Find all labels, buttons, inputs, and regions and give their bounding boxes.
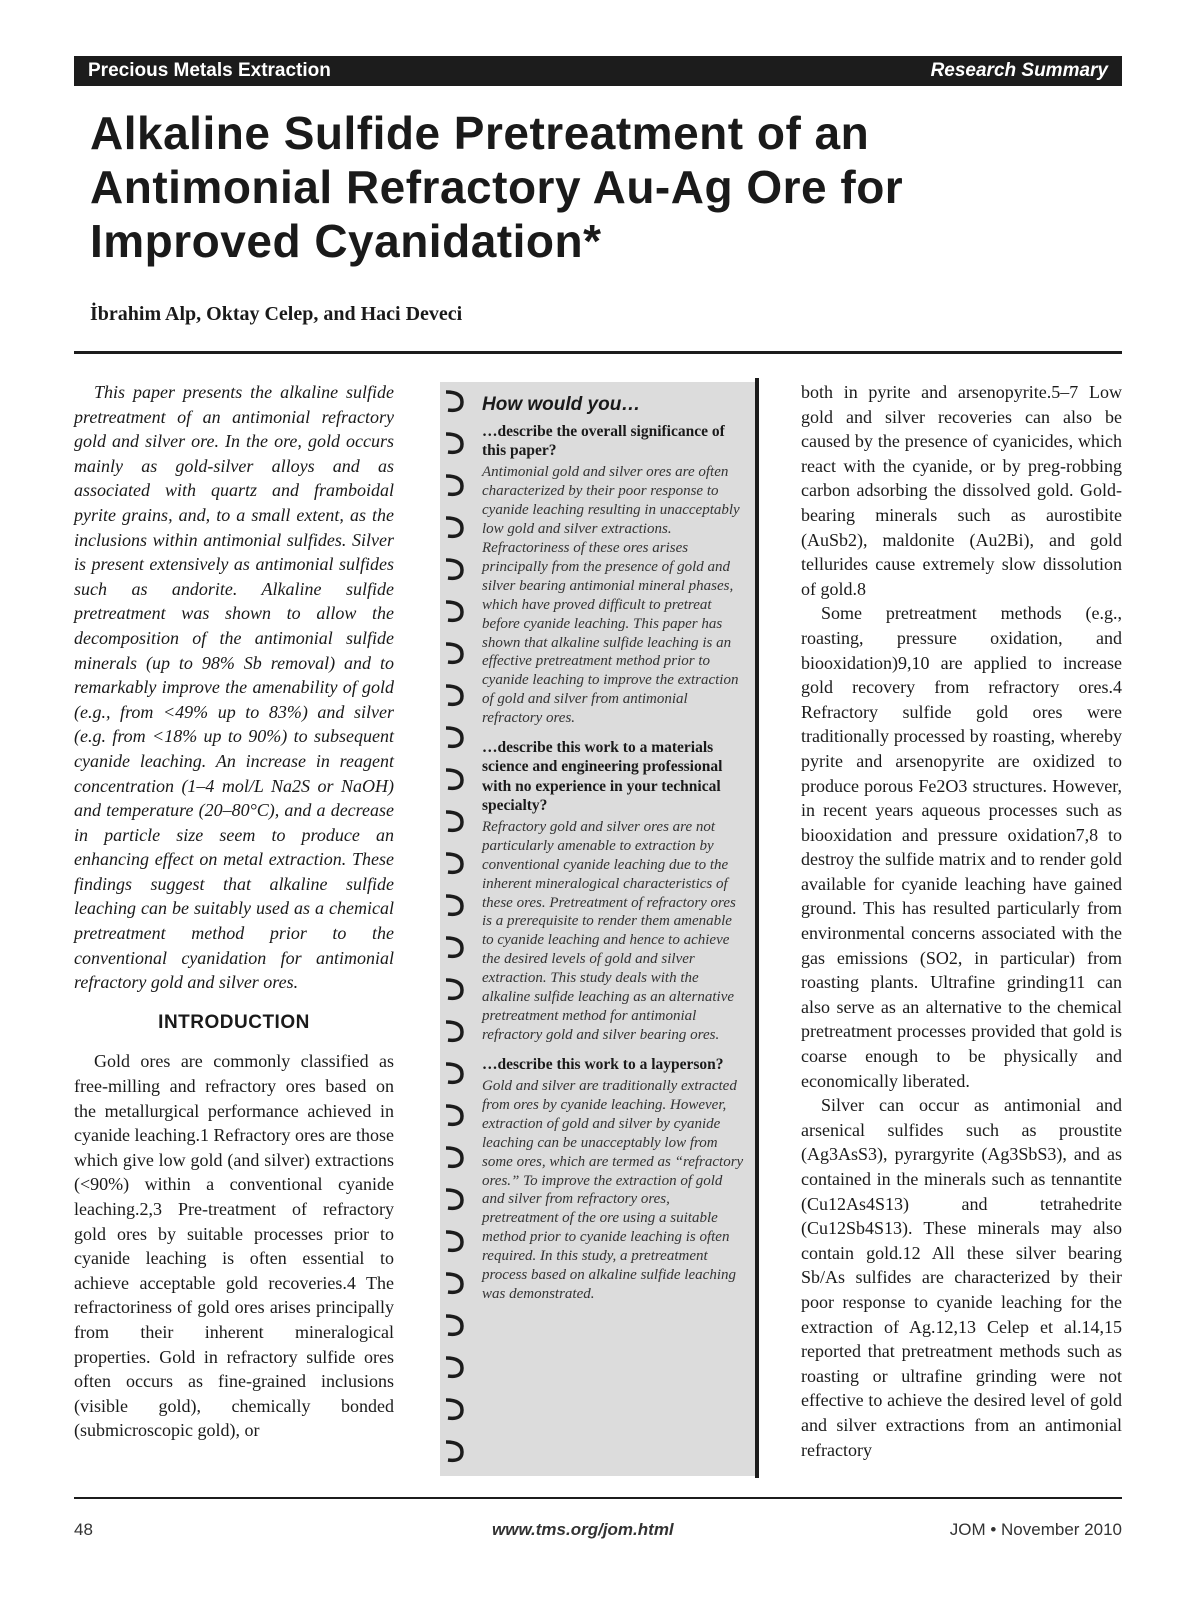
title-line: Improved Cyanidation* xyxy=(90,215,602,267)
sidebar-question: …describe this work to a materials science and engineering professional with no experience in your technical specialty? xyxy=(482,739,723,814)
body-paragraph: both in pyrite and arsenopyrite.5–7 Low gold and silver recoveries can also be caused by the presence of cyanicides, which react with the cyanide, or by preg-robbing carbon adsorbing the dissolved gold. Gold-bearing minerals such as aurostibite (AuSb2), maldonite (Au2Bi), and gold tellurides cause extremely slow dissolution of gold.8 xyxy=(801,382,1122,599)
sidebar-answer: Antimonial gold and silver ores are often characterized by their poor response to cyanide leaching resulting in unacceptably low gold and silver extractions. Refractoriness of these ores arises principally from the presence of gold and silver bearing antimonial mineral phases, which have proved difficult to pretreat before cyanide leaching. This paper has shown that alkaline sulfide leaching is an effective pretreatment method prior to cyanide leaching to improve the extraction of gold and silver from antimonial refractory ores. xyxy=(482,464,740,727)
author-list: İbrahim Alp, Oktay Celep, and Haci Deveci xyxy=(90,303,463,325)
sidebar-title: How would you… xyxy=(482,394,641,415)
sidebar-question: …describe this work to a layperson? xyxy=(482,1055,724,1073)
footer-divider xyxy=(74,1497,1122,1499)
sidebar-content xyxy=(482,394,744,1314)
article-title xyxy=(90,106,1120,268)
spiral-binding-icon xyxy=(442,388,464,1468)
journal-url-link[interactable]: www.tms.org/jom.html xyxy=(492,1520,674,1539)
introduction-body xyxy=(74,1049,394,1443)
page-number: 48 xyxy=(74,1520,93,1539)
title-line: Antimonial Refractory Au-Ag Ore for xyxy=(90,161,904,213)
abstract xyxy=(74,380,394,995)
sidebar-answer: Gold and silver are traditionally extracted from ores by cyanide leaching. However, extraction of gold and silver by cyanide leaching can be unacceptably low from some ores, which are termed as “refractory ores.” To improve the extraction of gold and silver from refractory ores, pretreatment of the ore using a suitable method prior to cyanide leaching is often required. In this study, a pretreatment process based on alkaline sulfide leaching was demonstrated. xyxy=(482,1077,744,1302)
section-label: Precious Metals Extraction xyxy=(88,60,331,81)
sidebar-question: …describe the overall significance of this paper? xyxy=(482,423,725,460)
introduction-heading: INTRODUCTION xyxy=(158,1011,310,1033)
sidebar-answer: Refractory gold and silver ores are not particularly amenable to extraction by conventional cyanide leaching due to the inherent mineralogical characteristics of these ores. Pretreatment of refractory ores is a prerequisite to render them amenable to cyanide leaching and hence to achieve the desired levels of gold and silver extraction. This study deals with the alkaline sulfide leaching as an alternative pretreatment method for antimonial refractory gold and silver bearing ores. xyxy=(482,818,736,1043)
sidebar-edge xyxy=(755,378,759,1478)
body-paragraph: Some pretreatment methods (e.g., roasting, pressure oxidation, and biooxidation)9,10 are applied to increase gold recovery from refractory ores.4 Refractory sulfide gold ores were traditionally processed by roasting, whereby pyrite and arsenopyrite are oxidized to produce porous Fe2O3 structures. However, in recent years aqueous processes such as biooxidation and pressure oxidation7,8 to destroy the sulfide matrix and to render gold available for cyanide leaching have gained ground. This has resulted particularly from environmental concerns associated with the gas emissions (SO2, in particular) from roasting plants. Ultrafine grinding11 can also serve as an alternative to the chemical pretreatment processes provided that gold is coarse enough to be physically and economically liberated. xyxy=(801,603,1122,1091)
section-header-bar xyxy=(74,56,1122,86)
journal-issue: JOM • November 2010 xyxy=(949,1520,1122,1539)
abstract-text: This paper presents the alkaline sulfide pretreatment of an antimonial refractory gold and silver ore. In the ore, gold occurs mainly as gold-silver alloys and as associated with quartz and framboidal pyrite grains, and, to a small extent, as the inclusions within antimonial sulfides. Silver is present extensively as antimonial sulfides such as andorite. Alkaline sulfide pretreatment was shown to allow the decomposition of the antimonial sulfide minerals (up to 98% Sb removal) and to remarkably improve the amenability of gold (e.g., from <49% up to 83%) and silver (e.g. from <18% up to 90%) to subsequent cyanide leaching. An increase in reagent concentration (1–4 mol/L Na2S or NaOH) and temperature (20–80°C), and a decrease in particle size seem to produce an enhancing effect on metal extraction. These findings suggest that alkaline sulfide leaching can be suitably used as a chemical pretreatment method prior to the conventional cyanidation for antimonial refractory gold and silver ores. xyxy=(74,382,394,993)
left-column xyxy=(74,380,394,1443)
introduction-paragraph: Gold ores are commonly classified as free-milling and refractory ores based on the metallurgical performance achieved in cyanide leaching.1 Refractory ores are those which give low gold (and silver) extractions (<90%) within a conventional cyanide leaching.2,3 Pre-treatment of refractory gold ores by suitable processes prior to cyanide leaching is often essential to achieve acceptable gold recoveries.4 The refractoriness of gold ores arises principally from their inherent mineralogical properties. Gold in refractory sulfide ores often occurs as fine-grained inclusions (visible gold), chemically bonded (submicroscopic gold), or xyxy=(74,1051,394,1441)
title-line: Alkaline Sulfide Pretreatment of an xyxy=(90,107,870,159)
category-label: Research Summary xyxy=(930,60,1108,81)
body-paragraph: Silver can occur as antimonial and arsenical sulfides such as proustite (Ag3AsS3), pyrargyrite (Ag3SbS3), and as contained in the minerals such as tennantite (Cu12As4S13) and tetrahedrite (Cu12Sb4S13). These minerals may also contain gold.12 All these silver bearing Sb/As sulfides are characterized by their poor response to cyanide leaching for the extraction of Ag.12,13 Celep et al.14,15 reported that pretreatment methods such as roasting or ultrafine grinding were not effective to achieve the desired level of gold and silver extractions from an antimonial refractory xyxy=(801,1095,1122,1460)
title-divider xyxy=(74,351,1122,354)
right-column xyxy=(801,380,1122,1462)
